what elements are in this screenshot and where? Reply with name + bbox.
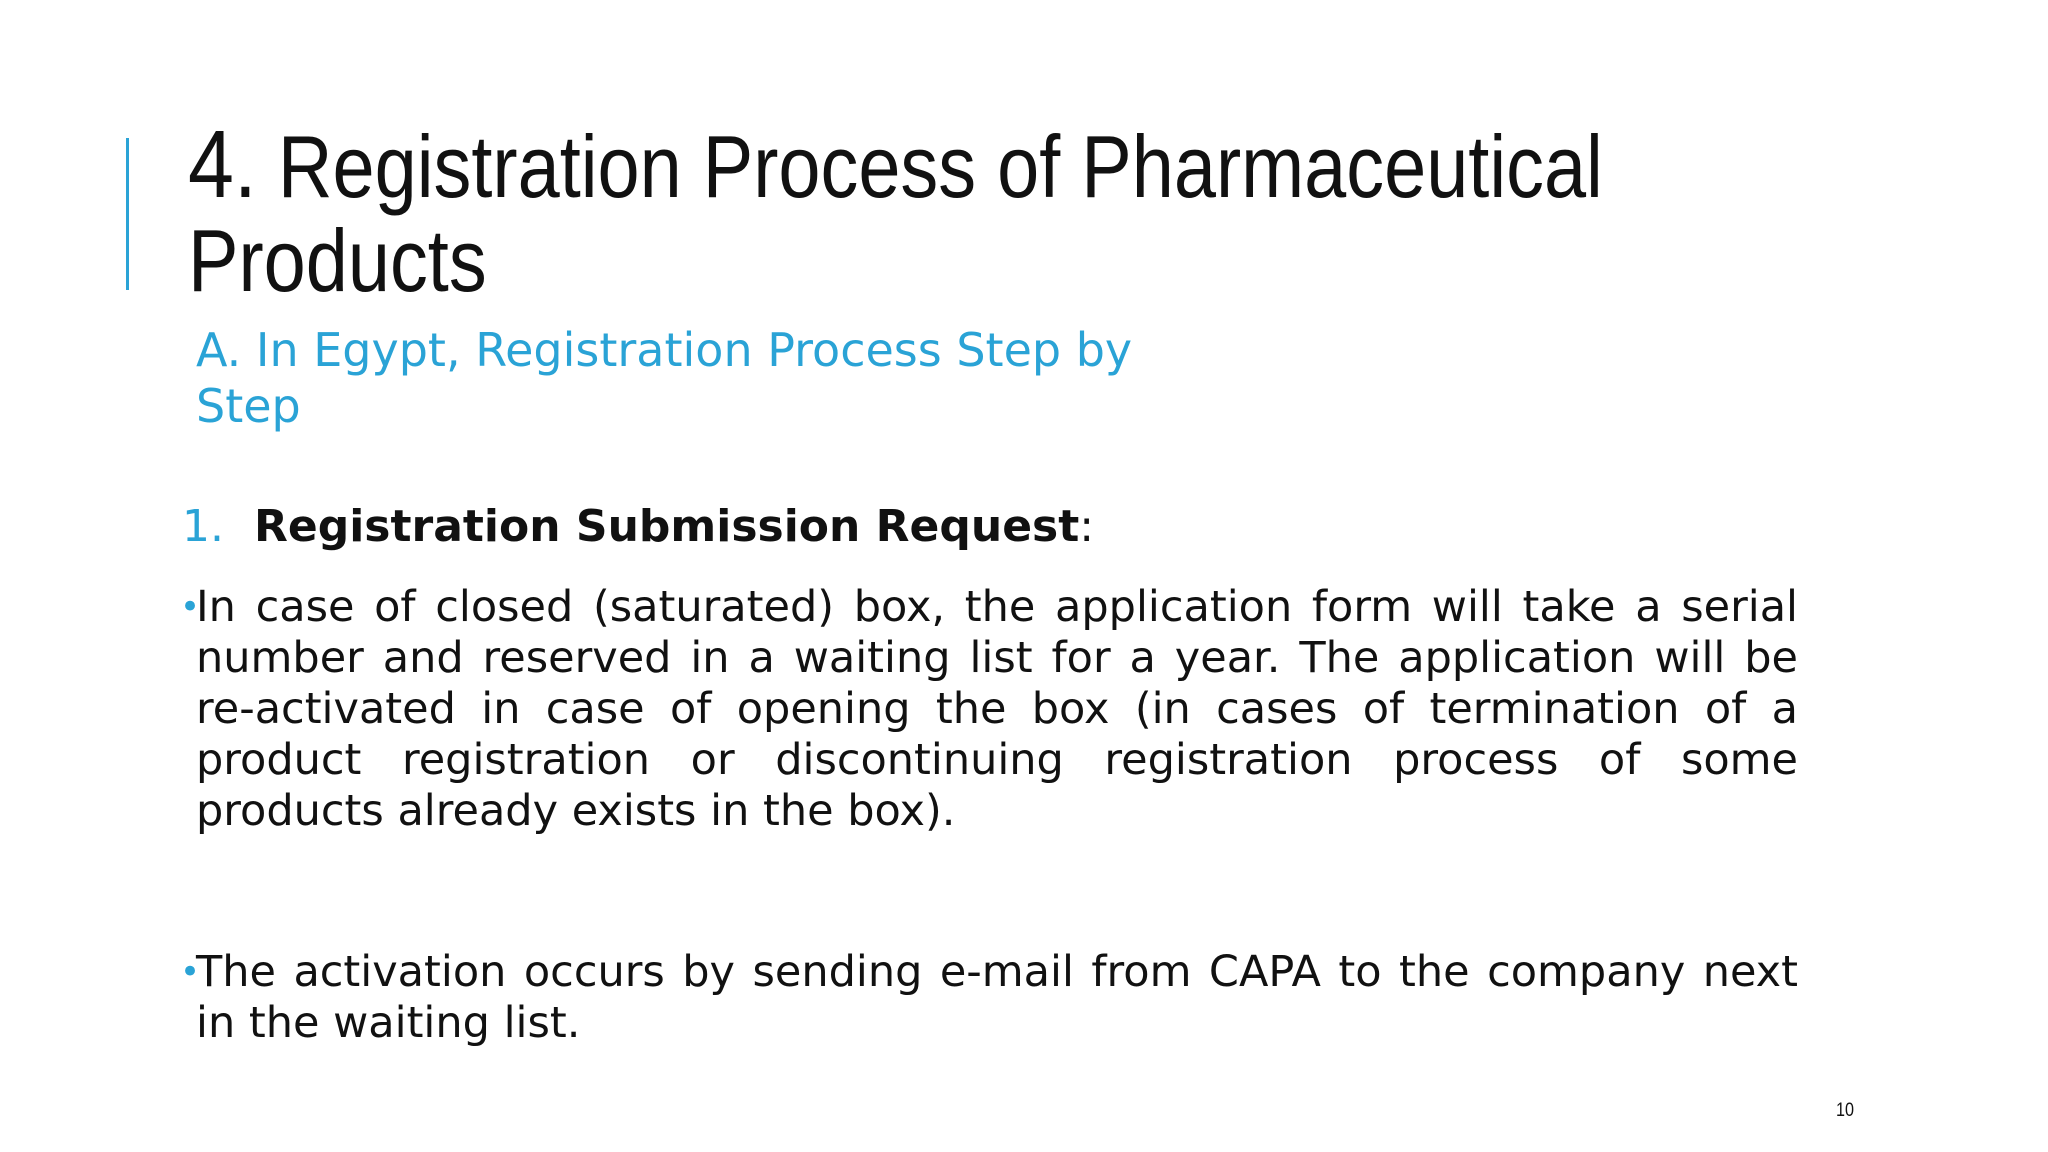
- slide-title: [188, 111, 1702, 310]
- bullet-dot-icon: •: [180, 587, 201, 627]
- title-text: Registration Process of Pharmaceutical Products: [188, 117, 1603, 310]
- slide-subtitle: A. In Egypt, Registration Process Step by Step: [196, 323, 1133, 433]
- page-number: 10: [1836, 1100, 1854, 1121]
- bullet-text: In case of closed (saturated) box, the application form will take a serial number and reserved in a waiting list for a year. The application will be re-activated in case of opening the box (in cases of termination of a product registration or discontinuing registration process of some products already exists in the box).: [196, 582, 1798, 836]
- bullet-item: [180, 947, 1798, 1049]
- step-label: Registration Submission Request: [253, 501, 1080, 552]
- step-suffix: :: [1079, 501, 1095, 552]
- bullet-item: [180, 582, 1798, 837]
- bullet-dot-icon: •: [180, 952, 201, 992]
- title-number: 4.: [188, 111, 257, 218]
- bullet-text: The activation occurs by sending e-mail from CAPA to the company next in the waiting list.: [196, 947, 1798, 1048]
- title-accent-bar: [126, 138, 129, 290]
- step-number: 1.: [182, 501, 224, 552]
- step-heading: [182, 498, 1094, 556]
